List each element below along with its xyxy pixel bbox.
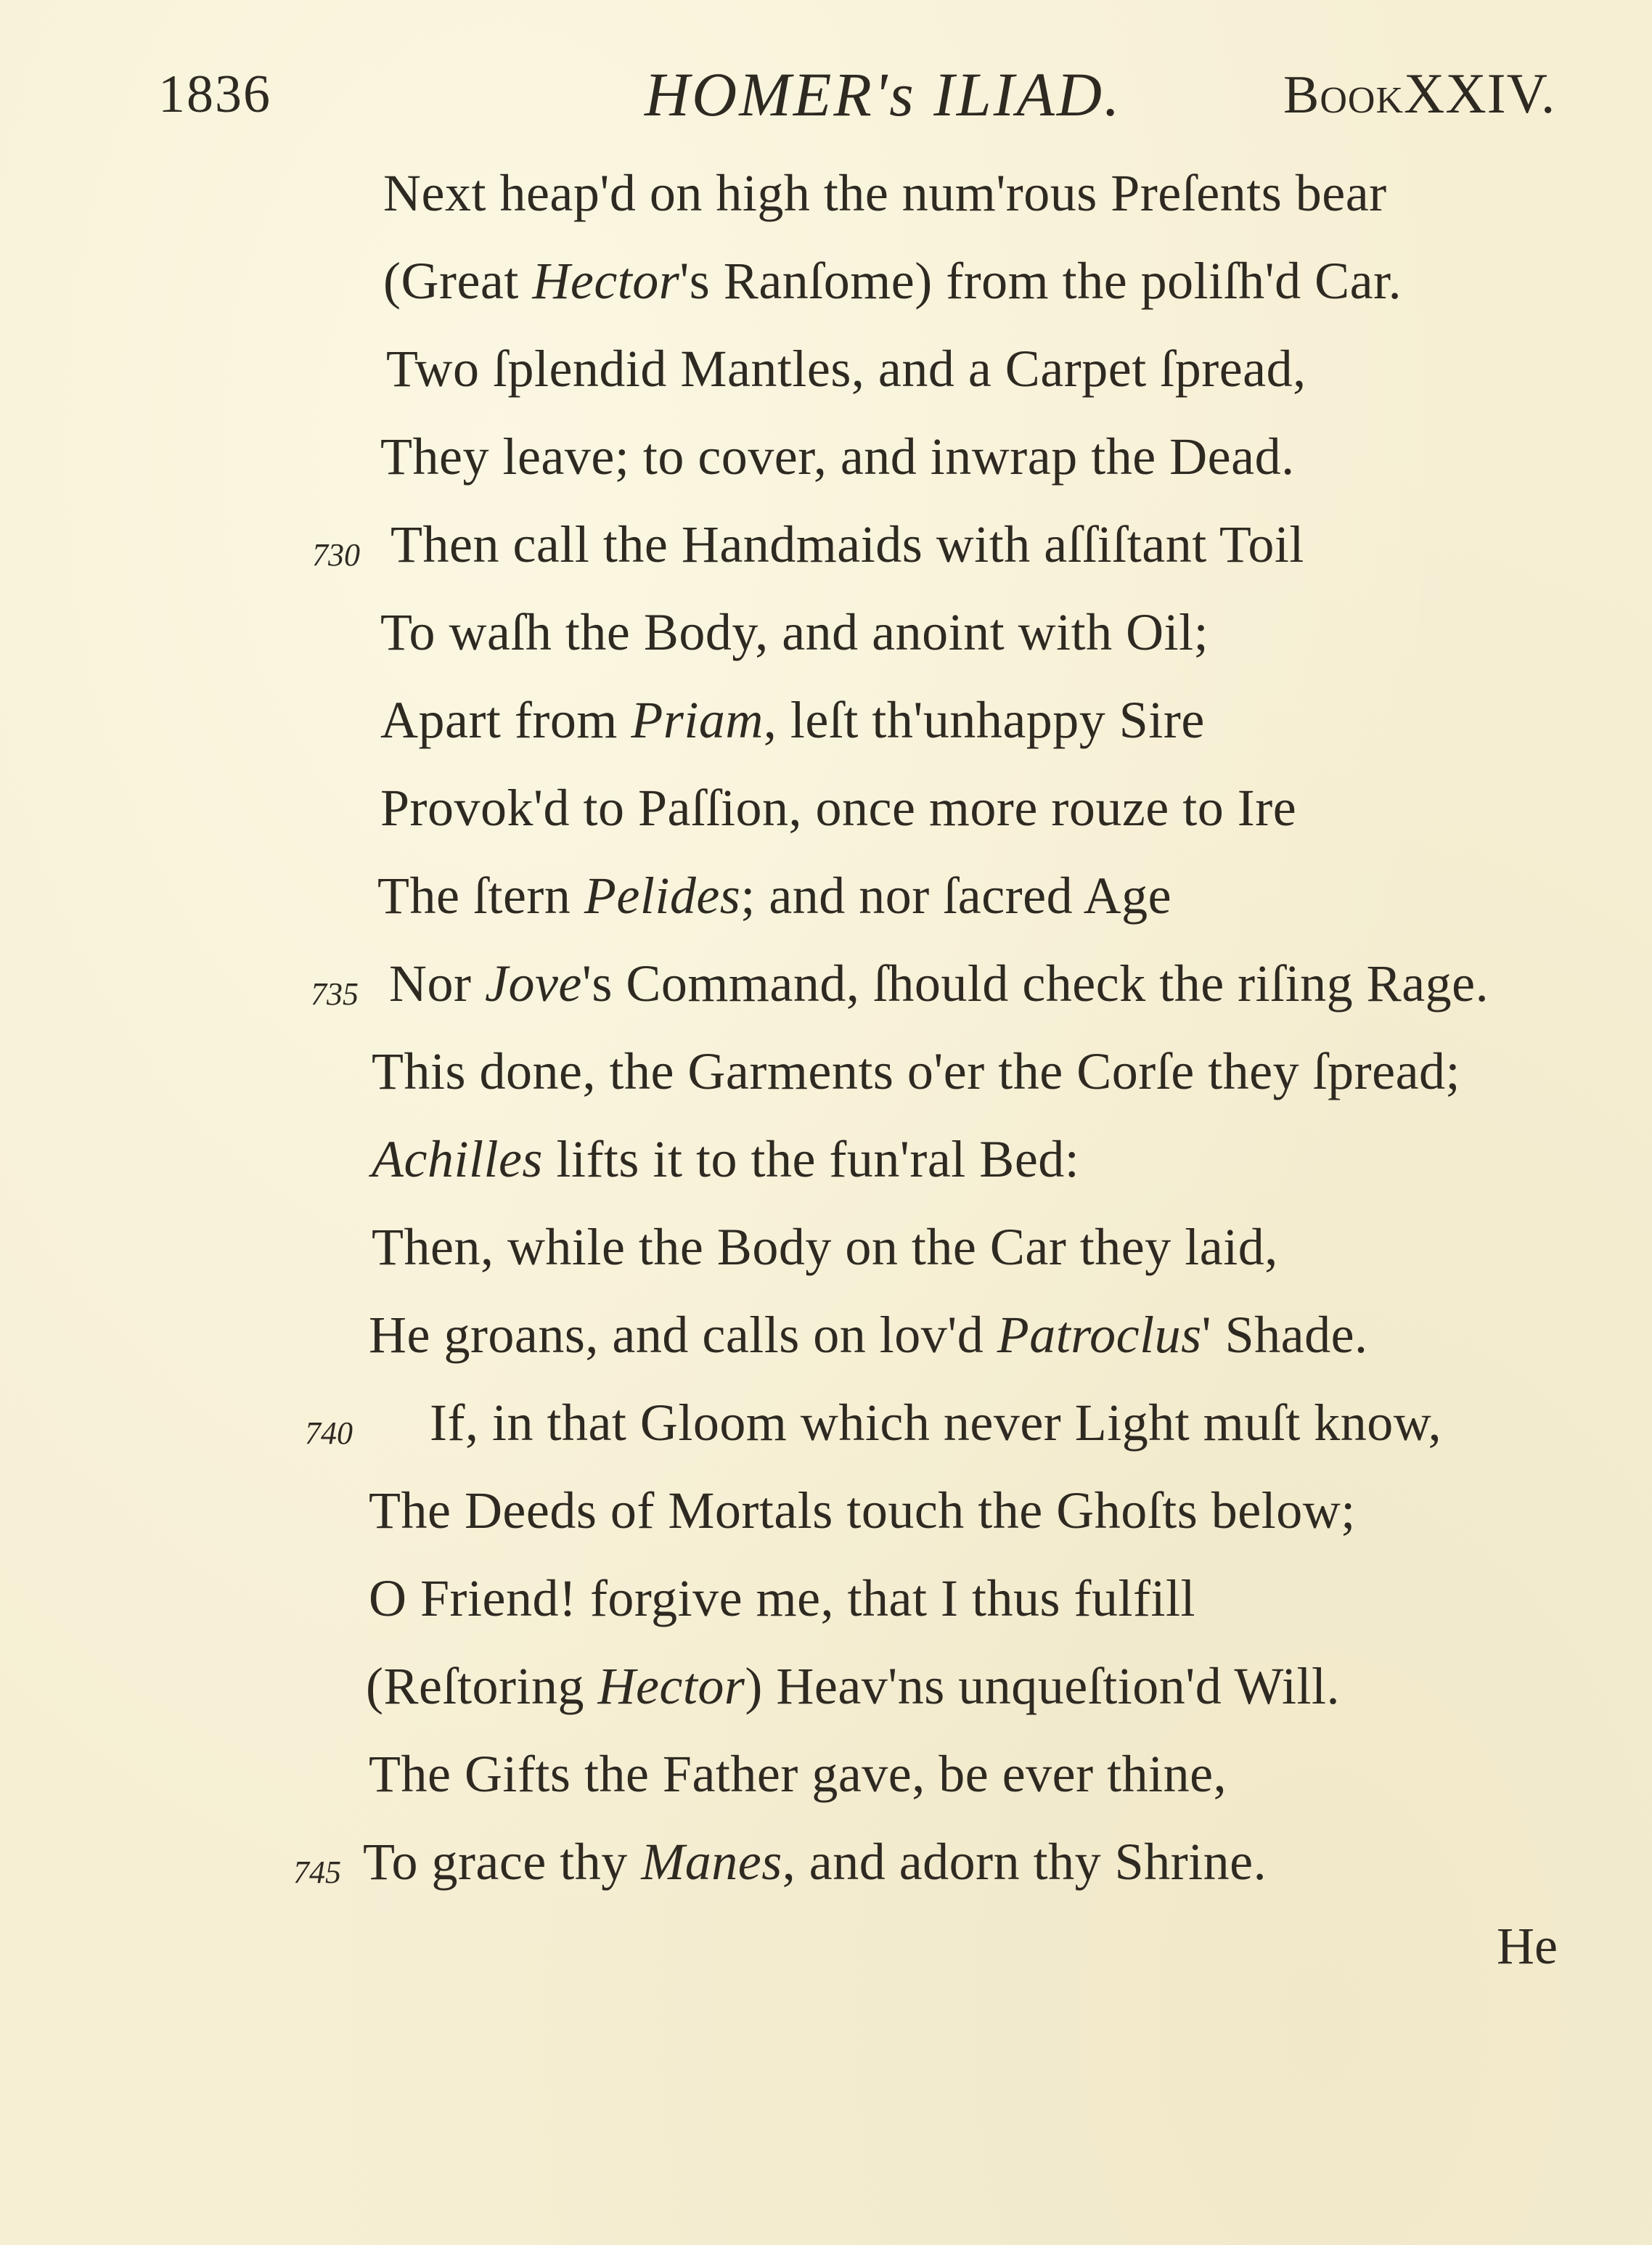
- verse-text: [369, 1481, 1356, 1541]
- verse-line: [0, 1832, 1652, 1912]
- verse-segment: , and adorn thy Shrine.: [782, 1833, 1267, 1891]
- verse-text: [369, 1569, 1195, 1629]
- verse-text: [366, 1656, 1340, 1717]
- verse-line: [0, 690, 1652, 770]
- verse-text: [380, 602, 1209, 663]
- verse-line: [0, 954, 1652, 1034]
- verse-line: [0, 163, 1652, 243]
- running-header: [0, 51, 1652, 131]
- verse-text: [363, 1832, 1267, 1892]
- verse-segment: Next heap'd on high the num'rous Preſents bear: [383, 164, 1387, 222]
- verse-segment: The Deeds of Mortals touch the Ghoſts below;: [369, 1481, 1356, 1539]
- page-number: 1836: [158, 65, 271, 124]
- verse-line: [0, 427, 1652, 507]
- verse-line: [0, 1042, 1652, 1121]
- line-number: 735: [311, 976, 359, 1012]
- verse-line: [0, 1305, 1652, 1385]
- verse-text: [369, 1744, 1227, 1804]
- verse-text: [380, 778, 1296, 838]
- italic-name: Patroclus: [997, 1306, 1202, 1364]
- italic-name: Hector: [597, 1657, 745, 1715]
- verse-text: [386, 339, 1307, 399]
- verse-segment: To grace thy: [363, 1833, 642, 1891]
- book-label: [1283, 61, 1555, 126]
- italic-name: Pelides: [584, 867, 741, 925]
- verse-segment: Two ſplendid Mantles, and a Carpet ſpread,: [386, 340, 1307, 398]
- verse-line: [0, 602, 1652, 682]
- verse-segment: He groans, and calls on lov'd: [369, 1306, 997, 1364]
- verse-segment: O Friend! forgive me, that I thus fulfill: [369, 1569, 1195, 1627]
- verse-segment: Then, while the Body on the Car they laid,: [372, 1218, 1278, 1276]
- verse-text: [380, 690, 1205, 751]
- italic-name: Jove: [484, 954, 582, 1013]
- verse-segment: The Gifts the Father gave, be ever thine,: [369, 1745, 1227, 1803]
- verse-segment: Apart from: [380, 691, 631, 749]
- verse-segment: Then call the Handmaids with aſſiſtant Toil: [390, 515, 1304, 573]
- verse-segment: 's Command, ſhould check the riſing Rage.: [581, 954, 1489, 1013]
- verse-line: [0, 1129, 1652, 1209]
- verse-text: [430, 1393, 1442, 1453]
- verse-line: [0, 251, 1652, 331]
- italic-name: Manes: [641, 1833, 782, 1891]
- verse-line: [0, 1217, 1652, 1297]
- verse-segment: To waſh the Body, and anoint with Oil;: [380, 603, 1209, 661]
- verse-text: [380, 427, 1295, 487]
- verse-line: [0, 1481, 1652, 1561]
- verse-text: [383, 163, 1387, 224]
- line-number: 740: [305, 1415, 353, 1451]
- verse-text: [390, 515, 1304, 575]
- verse-segment: ) Heav'ns unqueſtion'd Will.: [745, 1657, 1340, 1715]
- verse-line: [0, 1744, 1652, 1824]
- italic-name: Achilles: [372, 1130, 543, 1188]
- verse-segment: 's Ranſome) from the poliſh'd Car.: [679, 252, 1402, 310]
- verse-line: [0, 1393, 1652, 1473]
- verse-text: [372, 1129, 1079, 1190]
- line-number: 745: [293, 1855, 341, 1890]
- verse-segment: , leſt th'unhappy Sire: [763, 691, 1205, 749]
- verse-text: [372, 1042, 1460, 1102]
- book-label-numeral: XXIV.: [1404, 62, 1556, 125]
- verse-segment: (Great: [383, 252, 533, 310]
- catchword: He: [1497, 1917, 1558, 1975]
- italic-name: Hector: [532, 252, 680, 310]
- verse-line: [0, 1569, 1652, 1648]
- verse-segment: If, in that Gloom which never Light muſt know,: [430, 1394, 1442, 1452]
- verse-segment: Provok'd to Paſſion, once more rouze to Ire: [380, 779, 1297, 837]
- running-title: HOMER's ILIAD.: [645, 60, 1122, 129]
- verse-segment: They leave; to cover, and inwrap the Dead.: [380, 428, 1295, 486]
- verse-text: [377, 866, 1171, 926]
- verse-segment: (Reſtoring: [366, 1657, 598, 1715]
- verse-line: [0, 339, 1652, 419]
- italic-name: Priam: [631, 691, 764, 749]
- verse-line: [0, 778, 1652, 858]
- verse-text: [389, 954, 1489, 1014]
- verse-segment: The ſtern: [377, 867, 584, 925]
- verse-segment: ; and nor ſacred Age: [740, 867, 1172, 925]
- verse-line: [0, 1656, 1652, 1736]
- verse-segment: Nor: [389, 954, 485, 1013]
- book-label-prefix: Book: [1283, 65, 1404, 125]
- verse-text: [383, 251, 1402, 311]
- verse-line: [0, 515, 1652, 594]
- verse-text: [369, 1305, 1368, 1365]
- verse-segment: ' Shade.: [1201, 1306, 1368, 1364]
- verse-text: [372, 1217, 1278, 1277]
- verse-segment: This done, the Garments o'er the Corſe they ſpread;: [372, 1042, 1461, 1100]
- verse-line: [0, 866, 1652, 946]
- line-number: 730: [312, 537, 360, 573]
- verse-segment: lifts it to the fun'ral Bed:: [542, 1130, 1080, 1188]
